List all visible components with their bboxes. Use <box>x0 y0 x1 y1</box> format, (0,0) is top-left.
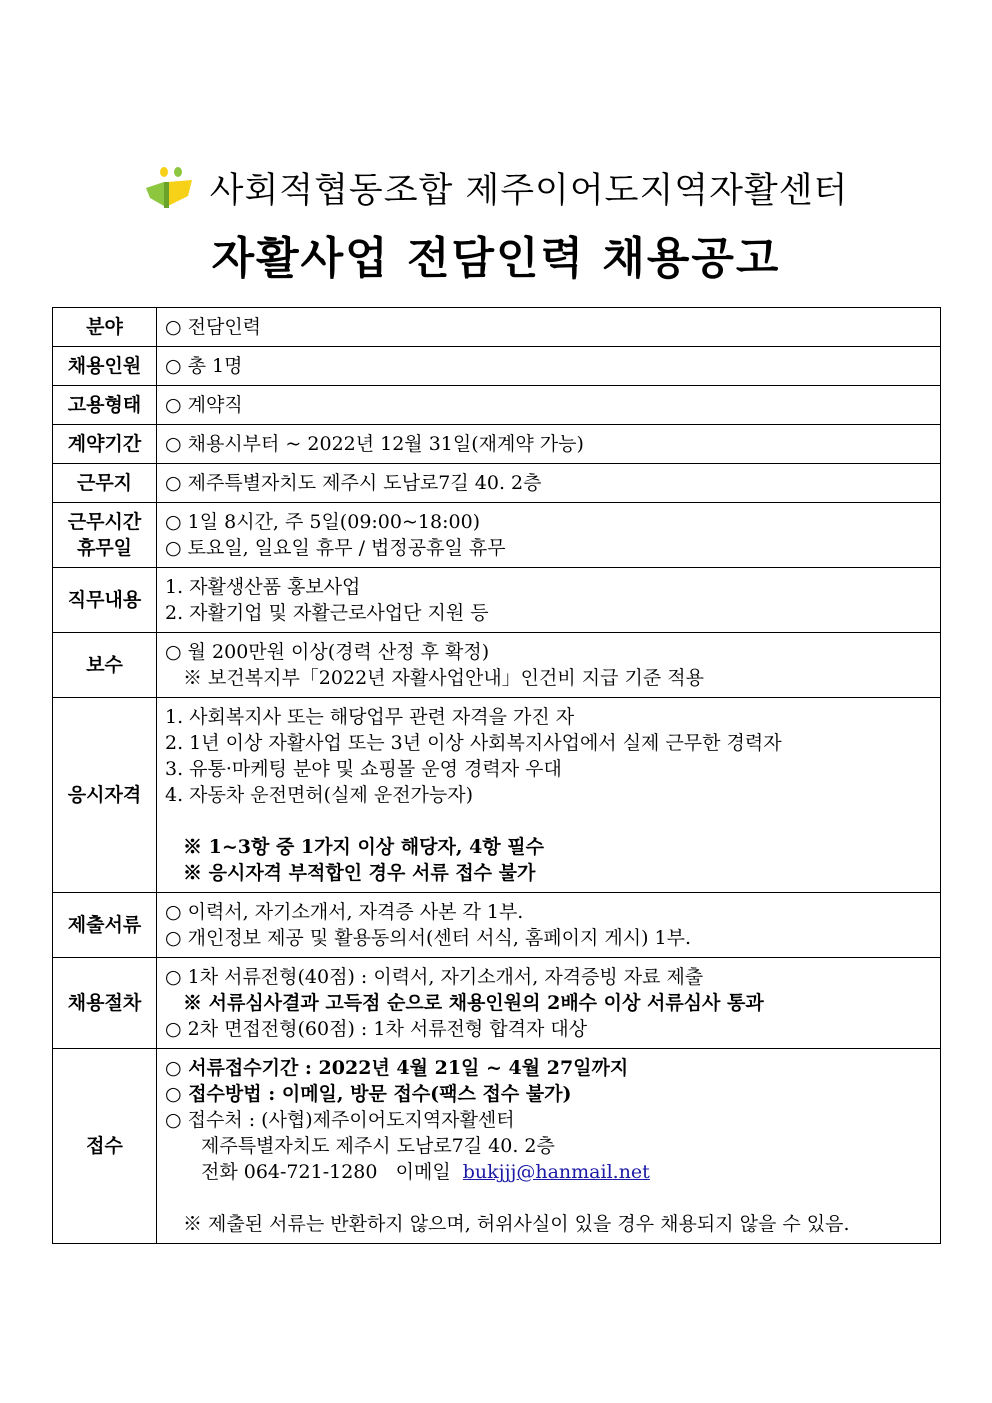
table-row <box>53 347 941 386</box>
content-line: ○ 토요일, 일요일 휴무 / 법정공휴일 휴무 <box>165 537 506 559</box>
blank-line <box>165 1185 932 1211</box>
row-label: 고용형태 <box>53 386 157 425</box>
content-line: ○ 월 200만원 이상(경력 산정 후 확정) <box>165 641 490 663</box>
content-line: ○ 접수방법 : 이메일, 방문 접수(팩스 접수 불가) <box>165 1083 572 1105</box>
row-label: 직무내용 <box>53 568 157 633</box>
row-content <box>157 464 941 503</box>
phone-text: 전화 064-721-1280 <box>201 1161 378 1183</box>
row-label: 채용인원 <box>53 347 157 386</box>
content-line: ○ 서류접수기간 : 2022년 4월 21일 ~ 4월 27일까지 <box>165 1057 629 1079</box>
content-line: 2. 1년 이상 자활사업 또는 3년 이상 사회복지사업에서 실제 근무한 경력자 <box>165 732 782 754</box>
table-row <box>53 568 941 633</box>
row-label: 접수 <box>53 1049 157 1244</box>
content-line: 2. 자활기업 및 자활근로사업단 지원 등 <box>165 602 489 624</box>
row-label: 계약기간 <box>53 425 157 464</box>
content-line: ○ 1차 서류전형(40점) : 이력서, 자기소개서, 자격증빙 자료 제출 <box>165 966 704 988</box>
content-line: 4. 자동차 운전면허(실제 운전가능자) <box>165 784 474 806</box>
row-content <box>157 347 941 386</box>
logo-icon <box>144 166 196 210</box>
table-row <box>53 698 941 893</box>
content-line: ※ 제출된 서류는 반환하지 않으며, 허위사실이 있을 경우 채용되지 않을 수 있음. <box>183 1213 850 1235</box>
page-title: 자활사업 전담인력 채용공고 <box>211 233 781 284</box>
row-content <box>157 425 941 464</box>
content-line: ○ 접수처 : (사협)제주이어도지역자활센터 <box>165 1109 515 1131</box>
content-line: 3. 유통·마케팅 분야 및 쇼핑몰 운영 경력자 우대 <box>165 758 562 780</box>
row-content <box>157 633 941 698</box>
content-line: ※ 보건복지부「2022년 자활사업안내」인건비 지급 기준 적용 <box>183 667 704 689</box>
row-content <box>157 503 941 568</box>
org-name: 사회적협동조합 제주이어도지역자활센터 <box>209 171 849 211</box>
table-row <box>53 633 941 698</box>
content-line: ○ 1일 8시간, 주 5일(09:00~18:00) <box>165 511 481 533</box>
row-label <box>53 503 157 568</box>
row-content <box>157 958 941 1049</box>
row-label: 근무지 <box>53 464 157 503</box>
content-line: ※ 1~3항 중 1가지 이상 해당자, 4항 필수 <box>183 836 544 858</box>
table-row <box>53 503 941 568</box>
content-line: ※ 응시자격 부적합인 경우 서류 접수 불가 <box>183 862 536 884</box>
table-row <box>53 893 941 958</box>
row-content <box>157 698 941 893</box>
row-content <box>157 1049 941 1244</box>
content-line: 제주특별자치도 제주시 도남로7길 40. 2층 <box>201 1135 555 1157</box>
email-label: 이메일 <box>395 1161 451 1183</box>
table-row <box>53 464 941 503</box>
row-content <box>157 568 941 633</box>
content-line: 1. 자활생산품 홍보사업 <box>165 576 361 598</box>
content-line: ○ 개인정보 제공 및 활용동의서(센터 서식, 홈페이지 게시) 1부. <box>165 927 692 949</box>
blank-line <box>165 808 932 834</box>
contact-line <box>165 1159 932 1185</box>
content-line: 1. 사회복지사 또는 해당업무 관련 자격을 가진 자 <box>165 706 575 728</box>
email-link[interactable]: bukjjj@hanmail.net <box>462 1161 650 1183</box>
row-label-line: 휴무일 <box>76 537 133 559</box>
content-line: ※ 서류심사결과 고득점 순으로 채용인원의 2배수 이상 서류심사 통과 <box>183 992 764 1014</box>
content-line: ○ 전담인력 <box>165 316 262 338</box>
row-label: 채용절차 <box>53 958 157 1049</box>
content-line: ○ 채용시부터 ~ 2022년 12월 31일(재계약 가능) <box>165 433 584 455</box>
table-row <box>53 1049 941 1244</box>
row-label: 제출서류 <box>53 893 157 958</box>
row-label-line: 근무시간 <box>67 511 142 533</box>
content-line: ○ 계약직 <box>165 394 243 416</box>
table-row <box>53 308 941 347</box>
row-label: 응시자격 <box>53 698 157 893</box>
content-line: ○ 총 1명 <box>165 355 243 377</box>
content-line: ○ 2차 면접전형(60점) : 1차 서류전형 합격자 대상 <box>165 1018 588 1040</box>
recruitment-table <box>52 307 941 1244</box>
row-label: 보수 <box>53 633 157 698</box>
header <box>0 160 992 216</box>
table-row <box>53 425 941 464</box>
row-content <box>157 308 941 347</box>
content-line: ○ 이력서, 자기소개서, 자격증 사본 각 1부. <box>165 901 524 923</box>
table-row <box>53 958 941 1049</box>
content-line: ○ 제주특별자치도 제주시 도남로7길 40. 2층 <box>165 472 542 494</box>
row-content <box>157 386 941 425</box>
row-content <box>157 893 941 958</box>
row-label: 분야 <box>53 308 157 347</box>
table-row <box>53 386 941 425</box>
